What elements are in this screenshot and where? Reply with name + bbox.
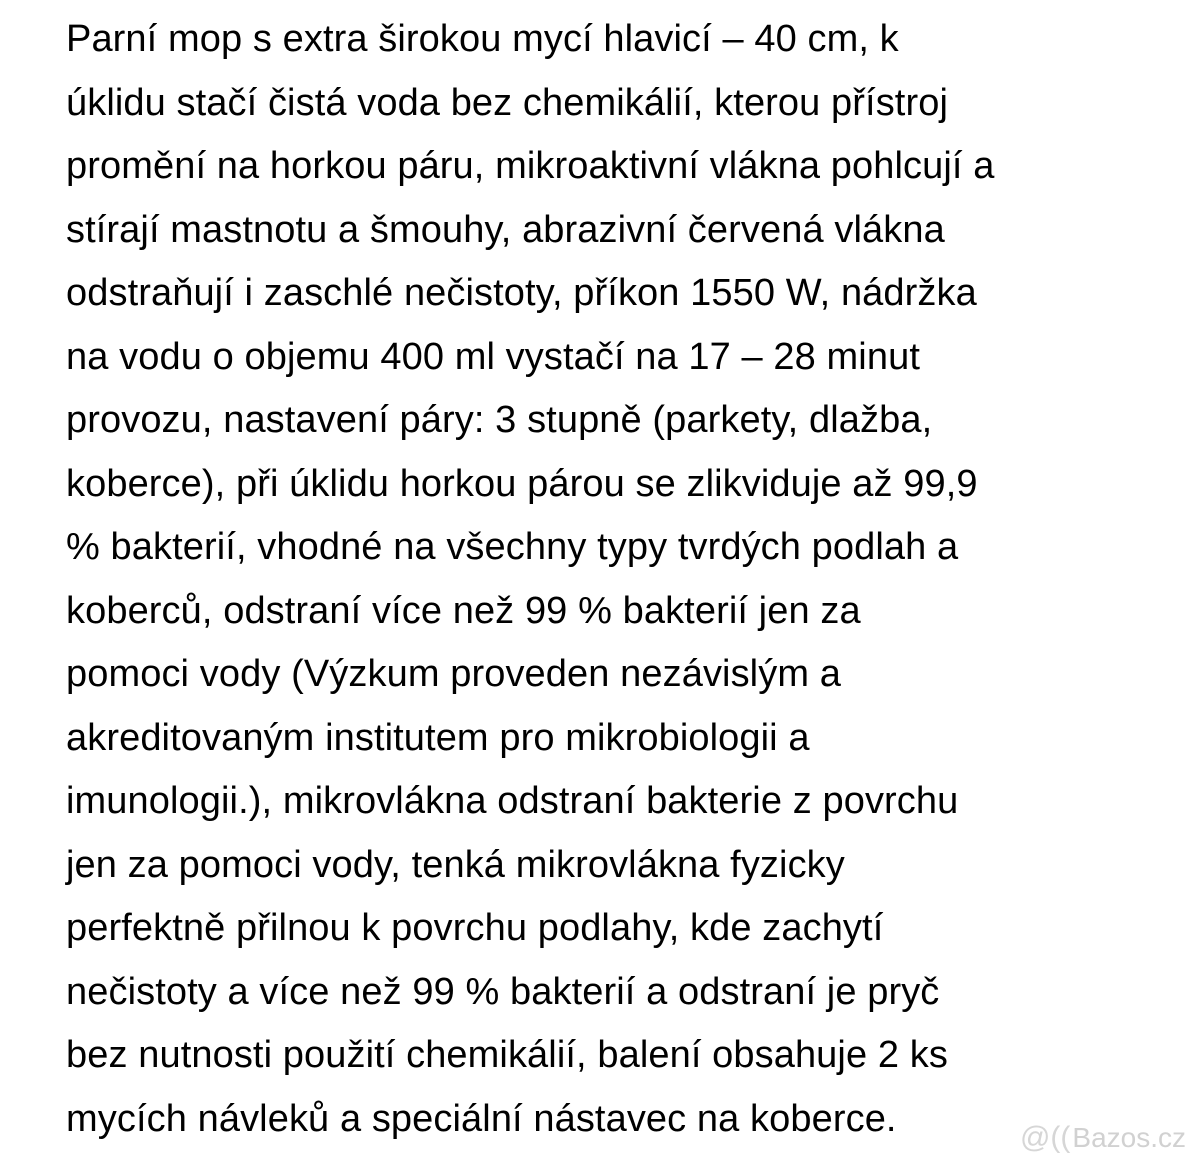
description-line: provozu, nastavení páry: 3 stupně (parkety, dlažba,	[66, 399, 933, 441]
description-line: stírají mastnotu a šmouhy, abrazivní červená vlákna	[66, 208, 945, 251]
watermark-text: Bazos.cz	[1072, 1122, 1186, 1153]
description-line: akreditovaným institutem pro mikrobiologii a	[66, 716, 810, 759]
description-line: imunologii.), mikrovlákna odstraní bakterie z povrchu	[66, 780, 959, 822]
description-line: úklidu stačí čistá voda bez chemikálií, kterou přístroj	[66, 81, 948, 124]
description-line: pomoci vody (Výzkum proveden nezávislým a	[66, 653, 841, 695]
description-line: perfektně přilnou k povrchu podlahy, kde zachytí	[66, 907, 884, 949]
bazos-watermark	[1020, 1121, 1186, 1155]
description-line: bez nutnosti použití chemikálií, balení obsahuje 2 ks	[66, 1034, 948, 1076]
description-line: odstraňují i zaschlé nečistoty, příkon 1550 W, nádržka	[66, 272, 977, 314]
description-line: na vodu o objemu 400 ml vystačí na 17 – 28 minut	[66, 335, 920, 378]
description-line: nečistoty a více než 99 % bakterií a odstraní je pryč	[66, 970, 940, 1013]
product-description	[66, 8, 1176, 1151]
description-line: koberců, odstraní více než 99 % bakterií jen za	[66, 589, 861, 632]
description-line: % bakterií, vhodné na všechny typy tvrdých podlah a	[66, 526, 959, 568]
description-line: jen za pomoci vody, tenká mikrovlákna fyzicky	[66, 843, 845, 886]
description-line: promění na horkou páru, mikroaktivní vlákna pohlcují a	[66, 145, 995, 187]
description-line: mycích návleků a speciální nástavec na koberce.	[66, 1097, 897, 1140]
at-sign-icon: @((	[1019, 1121, 1071, 1154]
description-line: koberce), při úklidu horkou párou se zlikviduje až 99,9	[66, 462, 978, 505]
description-line: Parní mop s extra širokou mycí hlavicí – 40 cm, k	[66, 18, 899, 60]
